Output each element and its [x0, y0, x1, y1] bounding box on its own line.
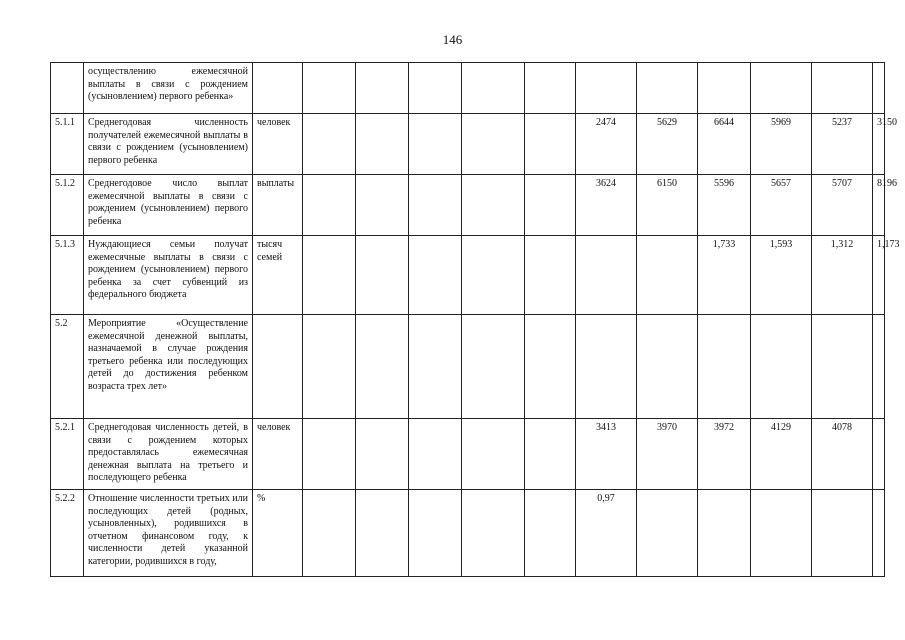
value-cell: 8196	[873, 175, 885, 236]
value-cell: 3413	[576, 419, 637, 490]
value-cell	[409, 315, 462, 419]
table-row	[51, 63, 885, 114]
value-cell	[409, 114, 462, 175]
value-cell	[576, 63, 637, 114]
value-cell	[409, 236, 462, 315]
row-number: 5.2	[51, 315, 84, 419]
value-cell	[462, 490, 525, 577]
value-cell	[462, 175, 525, 236]
value-cell	[462, 63, 525, 114]
value-cell	[698, 490, 751, 577]
value-cell	[637, 236, 698, 315]
value-cell	[356, 114, 409, 175]
value-cell	[462, 114, 525, 175]
value-cell: 5596	[698, 175, 751, 236]
unit-cell: человек	[253, 114, 303, 175]
value-cell	[812, 315, 873, 419]
unit-cell	[253, 315, 303, 419]
value-cell	[637, 63, 698, 114]
row-number: 5.1.2	[51, 175, 84, 236]
value-cell	[637, 490, 698, 577]
value-cell	[812, 63, 873, 114]
value-cell	[812, 490, 873, 577]
indicators-table	[50, 62, 900, 577]
value-cell	[303, 114, 356, 175]
value-cell: 3150	[873, 114, 885, 175]
value-cell	[873, 315, 885, 419]
unit-cell: %	[253, 490, 303, 577]
table-row	[51, 114, 885, 175]
value-cell	[576, 315, 637, 419]
value-cell	[751, 63, 812, 114]
value-cell	[356, 490, 409, 577]
value-cell: 1,173	[873, 236, 885, 315]
value-cell	[356, 175, 409, 236]
unit-cell: выплаты	[253, 175, 303, 236]
value-cell: 5969	[751, 114, 812, 175]
value-cell	[409, 63, 462, 114]
value-cell	[356, 236, 409, 315]
value-cell	[356, 419, 409, 490]
indicator-name: Нуждающиеся семьи получат ежемесячные выплаты в связи с рождением (усыновлением) первого ребенка за счет субвенций из федерального бюджета	[84, 236, 253, 315]
table-row	[51, 175, 885, 236]
row-number: 5.1.1	[51, 114, 84, 175]
value-cell	[409, 419, 462, 490]
value-cell: 5237	[812, 114, 873, 175]
value-cell: 1,593	[751, 236, 812, 315]
value-cell: 6644	[698, 114, 751, 175]
value-cell: 4078	[812, 419, 873, 490]
indicator-name: осуществлению ежемесячной выплаты в связи с рождением (усыновлением) первого ребенка»	[84, 63, 253, 114]
row-number	[51, 63, 84, 114]
value-cell: 4129	[751, 419, 812, 490]
value-cell	[525, 63, 576, 114]
unit-cell: человек	[253, 419, 303, 490]
value-cell	[462, 236, 525, 315]
indicator-name: Среднегодовая численность детей, в связи с рождением которых предоставлялась ежемесячная денежная выплата на третьего и последующего ребенка	[84, 419, 253, 490]
unit-cell: тысяч семей	[253, 236, 303, 315]
value-cell	[698, 315, 751, 419]
value-cell: 0,97	[576, 490, 637, 577]
value-cell	[873, 419, 885, 490]
table-row	[51, 236, 885, 315]
value-cell	[409, 490, 462, 577]
value-cell	[698, 63, 751, 114]
table-row	[51, 419, 885, 490]
value-cell	[303, 236, 356, 315]
row-number: 5.2.2	[51, 490, 84, 577]
value-cell	[303, 419, 356, 490]
value-cell: 3972	[698, 419, 751, 490]
value-cell	[462, 315, 525, 419]
page-number: 146	[442, 32, 463, 47]
value-cell	[462, 419, 525, 490]
value-cell: 3970	[637, 419, 698, 490]
value-cell	[303, 490, 356, 577]
value-cell: 5629	[637, 114, 698, 175]
row-number: 5.1.3	[51, 236, 84, 315]
indicator-name: Отношение численности третьих или последующих детей (родных, усыновленных), родившихся в отчетном финансовом году, к численности детей указанной категории, родившихся в году,	[84, 490, 253, 577]
value-cell: 1,733	[698, 236, 751, 315]
value-cell	[525, 175, 576, 236]
value-cell: 3624	[576, 175, 637, 236]
value-cell	[873, 63, 885, 114]
value-cell: 5707	[812, 175, 873, 236]
indicator-name: Мероприятие «Осуществление ежемесячной денежной выплаты, назначаемой в случае рождения третьего ребенка или последующих детей до достижения ребенком возраста трех лет»	[84, 315, 253, 419]
value-cell	[751, 490, 812, 577]
unit-cell	[253, 63, 303, 114]
table-row	[51, 315, 885, 419]
value-cell	[576, 236, 637, 315]
value-cell	[751, 315, 812, 419]
value-cell: 2474	[576, 114, 637, 175]
value-cell	[525, 114, 576, 175]
value-cell	[303, 63, 356, 114]
value-cell	[525, 419, 576, 490]
row-number: 5.2.1	[51, 419, 84, 490]
value-cell	[356, 63, 409, 114]
value-cell	[303, 315, 356, 419]
value-cell	[637, 315, 698, 419]
indicator-name: Среднегодовая численность получателей ежемесячной выплаты в связи с рождением (усыновлением) первого ребенка	[84, 114, 253, 175]
value-cell: 6150	[637, 175, 698, 236]
value-cell	[303, 175, 356, 236]
value-cell	[525, 315, 576, 419]
value-cell	[356, 315, 409, 419]
indicator-name: Среднегодовое число выплат ежемесячной выплаты в связи с рождением (усыновлением) первого ребенка	[84, 175, 253, 236]
value-cell	[525, 236, 576, 315]
value-cell	[409, 175, 462, 236]
value-cell: 1,312	[812, 236, 873, 315]
table-row	[51, 490, 885, 577]
value-cell	[525, 490, 576, 577]
value-cell: 5657	[751, 175, 812, 236]
value-cell	[873, 490, 885, 577]
